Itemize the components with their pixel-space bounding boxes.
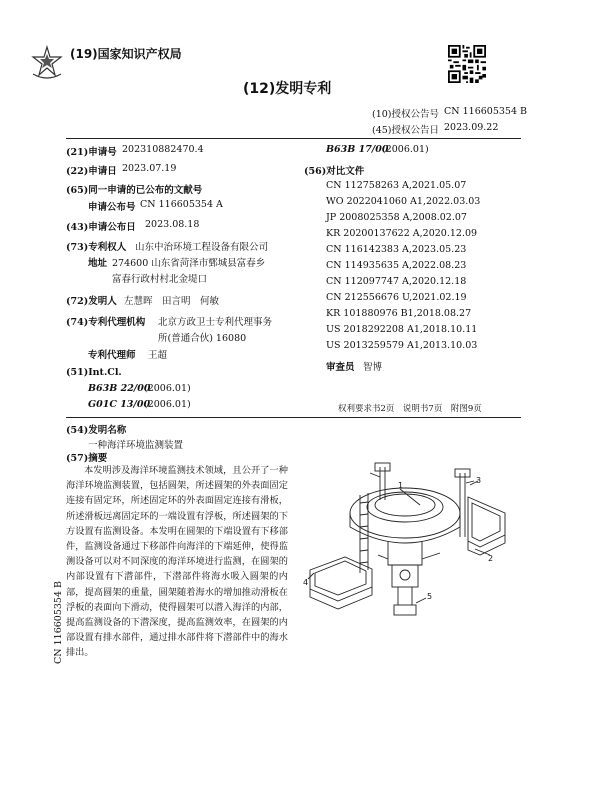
abstract-text: 本发明涉及海洋环境监测技术领域，且公开了一种海洋环境监测装置，包括圆架，所述圆架的外表面固定连接有固定环，所述固定环的外表面固定连接有滑板，所述滑板远离固定环的一端设置有浮板，所述圆架的下方设置有监测设备。本发明在圆架的下端设置有下移部件，监测设备通过下移部件向海洋的下端延伸，使得监测设备可以对不同深度的海洋环境进行监测，在圆架的内部设置有下潜部件，下潜部件将海水吸入圆架的内部，提高圆架的重量，圆架随着海水的增加推动滑板在浮板的表面向下滑动，使得圆架可以潜入海洋的内部，提高监测设备的下潜深度，提高监测效率，在圆架的内部设置有排水部件，通过排水部件将下潜部件中的海水排出。 <box>66 465 288 659</box>
agency-line-2: 所(普通合伙) 16080 <box>158 333 247 344</box>
intcl-label: (51)Int.Cl. <box>66 367 122 378</box>
address-line-2: 富春行政村村北金堤口 <box>112 274 208 285</box>
examiner-label: 审查员 <box>326 362 355 373</box>
pub-date: 2023.09.22 <box>444 122 499 133</box>
qr-code-icon <box>448 45 486 83</box>
reference-item: JP 2008025358 A,2008.02.07 <box>326 212 467 223</box>
document-type: (12)发明专利 <box>243 81 332 97</box>
address-line-1: 274600 山东省菏泽市鄄城县富春乡 <box>112 258 266 269</box>
title-label: (54)发明名称 <box>66 425 127 436</box>
page-count: 权利要求书2页 说明书7页 附图9页 <box>338 404 482 414</box>
inventors: 左慧晖 田言明 何敏 <box>124 296 220 307</box>
assignee-label: (73)专利权人 <box>66 242 127 253</box>
intcl-version: (2006.01) <box>144 383 191 394</box>
assignee: 山东中治环境工程设备有限公司 <box>135 242 269 253</box>
reference-item: WO 2022041060 A1,2022.03.03 <box>326 196 481 207</box>
device-drawing <box>300 455 515 625</box>
ipc-version: (2006.01) <box>382 144 429 155</box>
agency-label: (74)专利代理机构 <box>66 317 146 328</box>
reference-item: CN 112097747 A,2020.12.18 <box>326 276 467 287</box>
examiner: 智博 <box>363 362 383 373</box>
pubdoc: CN 116605354 A <box>140 199 223 210</box>
figure-label: 2 <box>488 554 494 563</box>
invention-title: 一种海洋环境监测装置 <box>88 440 184 451</box>
figure-label: 1 <box>398 481 404 490</box>
reference-item: KR 20200137622 A,2020.12.09 <box>326 228 478 239</box>
abstract-label: (57)摘要 <box>66 453 108 464</box>
refs-label: (56)对比文件 <box>304 166 365 177</box>
pub-no: CN 116605354 B <box>444 106 527 117</box>
pubdate: 2023.08.18 <box>145 219 200 230</box>
agent: 王超 <box>148 350 168 361</box>
address-label: 地址 <box>88 258 108 269</box>
reference-item: CN 212556676 U,2021.02.19 <box>326 292 467 303</box>
pubdoc-label: 申请公布号 <box>88 202 136 213</box>
reference-item: CN 112758263 A,2021.05.07 <box>326 180 467 191</box>
reference-item: US 2013259579 A1,2013.10.03 <box>326 340 478 351</box>
inventor-label: (72)发明人 <box>66 296 117 307</box>
same-app-label: (65)同一申请的已公布的文献号 <box>66 185 203 196</box>
header-divider <box>66 138 521 139</box>
app-no-label: (21)申请号 <box>66 147 117 158</box>
figure-label: 3 <box>476 476 482 485</box>
intcl-code: G01C 13/00 <box>88 399 151 410</box>
reference-item: KR 101880976 B1,2018.08.27 <box>326 308 472 319</box>
pub-date-label: (45)授权公告日 <box>372 125 440 136</box>
reference-item: CN 116142383 A,2023.05.23 <box>326 244 467 255</box>
pubdate-label: (43)申请公布日 <box>66 222 136 233</box>
intcl-version: (2006.01) <box>144 399 191 410</box>
figure-label: 5 <box>427 592 433 601</box>
reference-item: US 2018292208 A1,2018.10.11 <box>326 324 478 335</box>
agent-label: 专利代理师 <box>88 350 136 361</box>
app-date: 2023.07.19 <box>122 163 177 174</box>
app-date-label: (22)申请日 <box>66 166 117 177</box>
mid-divider <box>66 417 521 418</box>
agency-line-1: 北京方政卫士专利代理事务 <box>158 317 273 328</box>
app-no: 202310882470.4 <box>122 144 204 155</box>
intcl-code: B63B 22/00 <box>88 383 151 394</box>
reference-item: CN 114935635 A,2022.08.23 <box>326 260 467 271</box>
figure-label: 4 <box>303 578 309 587</box>
pub-no-label: (10)授权公告号 <box>372 109 440 120</box>
cnipa-emblem-icon <box>27 44 67 84</box>
side-doc-number: CN 116605354 B <box>53 581 64 664</box>
office-name: (19)国家知识产权局 <box>70 47 182 61</box>
ipc-code: B63B 17/00 <box>326 144 389 155</box>
